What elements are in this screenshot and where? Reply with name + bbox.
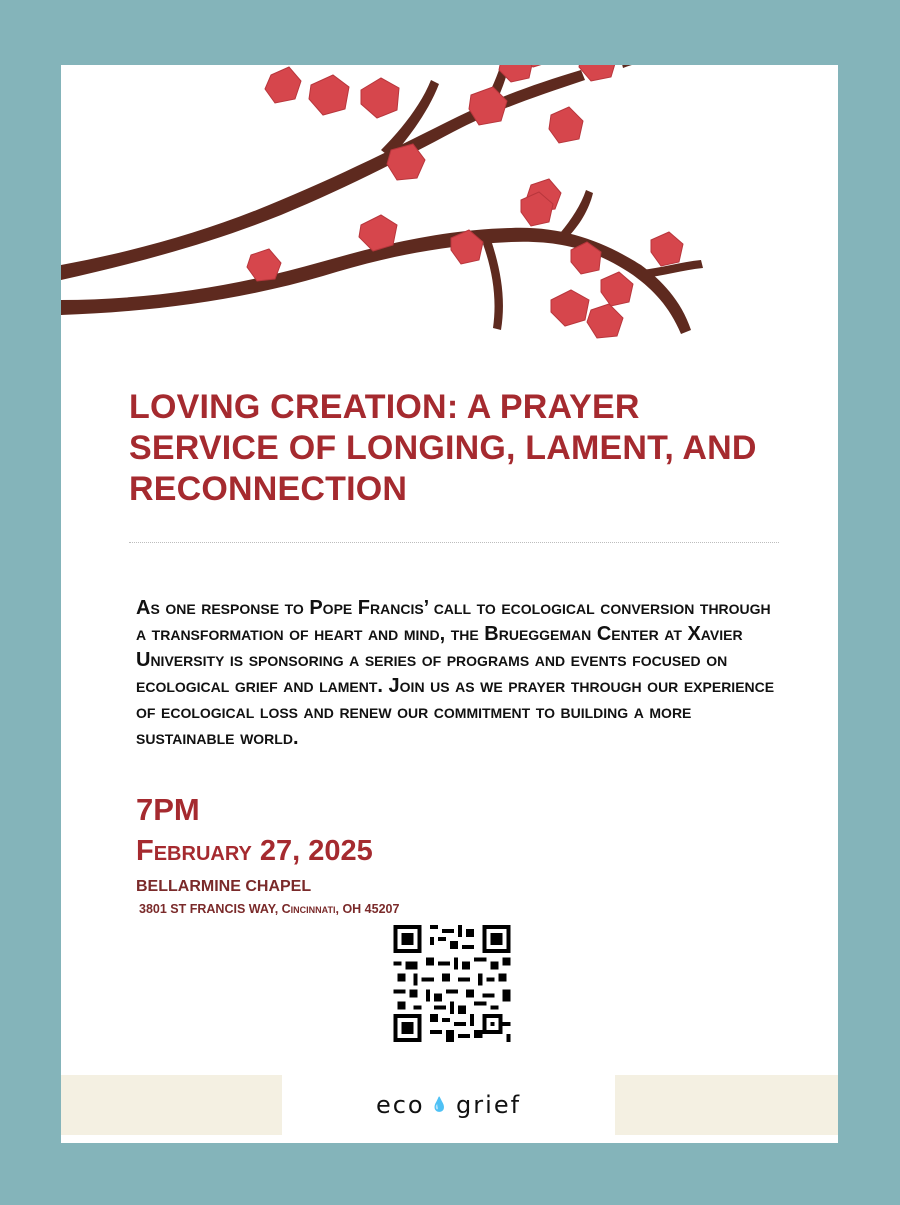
- flyer-page: [61, 65, 838, 1143]
- droplet-icon: 💧: [430, 1097, 451, 1113]
- ecogrief-logo: [282, 1075, 615, 1135]
- qr-code-icon[interactable]: [389, 925, 515, 1042]
- event-date: February 27, 2025: [136, 835, 373, 867]
- divider: [129, 542, 779, 543]
- logo-text-grief: grief: [456, 1091, 522, 1119]
- event-venue: BELLARMINE CHAPEL: [136, 878, 312, 895]
- event-time: 7PM: [136, 792, 200, 827]
- event-description: As one response to Pope Francis’ call to ecological conversion through a transformation of heart and mind, the Brueggeman Center at Xavier University is sponsoring a series of programs and events focused on ecological grief and lament. Join us as we prayer through our experience of ecological loss and renew our commitment to building a more sustainable world.: [136, 597, 775, 749]
- logo-text-eco: eco: [375, 1091, 425, 1119]
- event-address: 3801 ST FRANCIS WAY, Cincinnati, OH 45207: [139, 902, 400, 916]
- event-title: LOVING CREATION: A PRAYER SERVICE OF LONGING, LAMENT, AND RECONNECTION: [129, 388, 757, 508]
- footer-band: [61, 1075, 838, 1135]
